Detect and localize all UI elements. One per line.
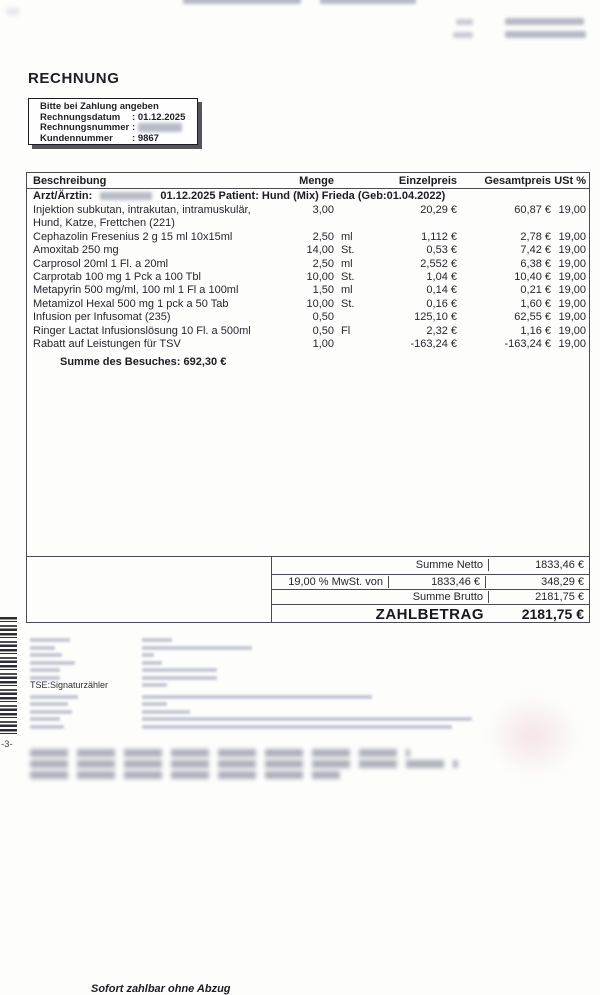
table-row: Infusion per Infusomat (235) 0,50 125,10 € 62,55 € 19,00: [33, 311, 586, 324]
barcode: [0, 617, 17, 734]
table-row: Metamizol Hexal 500 mg 1 pck a 50 Tab 10,00 St. 0,16 € 1,60 € 19,00: [33, 297, 586, 310]
table-row: Cephazolin Fresenius 2 g 15 ml 10x15ml 2,50 ml 1,112 € 2,78 € 19,00: [33, 230, 586, 243]
letterhead-address-redacted: [180, 0, 430, 7]
vat-amount: 348,29 €: [541, 575, 584, 588]
invoice-items: [27, 204, 589, 351]
col-header-vat: USt %: [554, 174, 586, 187]
table-row: Amoxitab 250 mg 14,00 St. 0,53 € 7,42 € 19,00: [33, 244, 586, 257]
table-row: Rabatt auf Leistungen für TSV 1,00 -163,24 € -163,24 € 19,00: [33, 338, 586, 351]
invoice-date-line: Rechnungsdatum : 01.12.2025: [40, 111, 186, 123]
table-row: Carprotab 100 mg 1 Pck a 100 Tbl 10,00 St. 1,04 € 10,40 € 19,00: [33, 271, 586, 284]
page-number: -3-: [1, 739, 13, 750]
invoice-number-line: Rechnungsnummer :: [40, 123, 197, 134]
col-header-total-price: Gesamtpreis: [484, 174, 551, 187]
netto-label: Summe Netto: [272, 559, 489, 571]
payment-terms-note: Sofort zahlbar ohne Abzug: [91, 982, 231, 995]
col-header-unit-price: Einzelpreis: [398, 174, 457, 187]
scan-artifact: [7, 8, 19, 15]
table-header-row: [27, 173, 589, 189]
vat-base: 1833,46 €: [389, 576, 486, 588]
due-label: ZAHLBETRAG: [375, 605, 484, 623]
visit-sum-line: Summe des Besuches: 692,30 €: [60, 356, 227, 369]
brutto-value: 2181,75 €: [535, 590, 584, 603]
brutto-label: Summe Brutto: [272, 591, 489, 603]
totals-subtable: [271, 557, 589, 623]
table-row: Injektion subkutan, intrakutan, intramuskulär, Hund, Katze, Frettchen (221) 3,00 20,29 € 60,87 € 19,00: [33, 204, 586, 230]
invoice-number-redacted: [138, 123, 182, 132]
col-header-description: Beschreibung: [33, 174, 107, 187]
tse-signature-counter-label: TSE:Signaturzähler: [30, 679, 109, 690]
payment-info-box: [28, 98, 198, 145]
payment-note-line: Bitte bei Zahlung angeben: [40, 101, 159, 112]
vat-row: [272, 575, 589, 590]
table-row: Carprosol 20ml 1 Fl. a 20ml 2,50 ml 2,552 € 6,38 € 19,00: [33, 257, 586, 270]
table-row: Ringer Lactat Infusionslösung 10 Fl. a 500ml 0,50 Fl 2,32 € 1,16 € 19,00: [33, 324, 586, 337]
netto-row: [272, 557, 589, 575]
doctor-patient-line: Arzt/Ärztin: 01.12.2025 Patient: Hund (Mix) Frieda (Geb:01.04.2022): [33, 190, 446, 202]
scan-smudge: [468, 678, 598, 793]
due-value: 2181,75 €: [521, 606, 584, 622]
col-header-quantity: Menge: [299, 174, 334, 187]
brutto-row: [272, 590, 589, 605]
vat-label: 19,00 % MwSt. von: [272, 576, 389, 588]
page-title: RECHNUNG: [28, 70, 120, 87]
due-row: [272, 605, 589, 624]
customer-number-line: Kundennummer : 9867: [40, 132, 159, 144]
netto-value: 1833,46 €: [535, 559, 584, 571]
table-row: Metapyrin 500 mg/ml, 100 ml 1 Fl a 100ml 1,50 ml 0,14 € 0,21 € 19,00: [33, 284, 586, 297]
doctor-name-redacted: [100, 192, 152, 200]
